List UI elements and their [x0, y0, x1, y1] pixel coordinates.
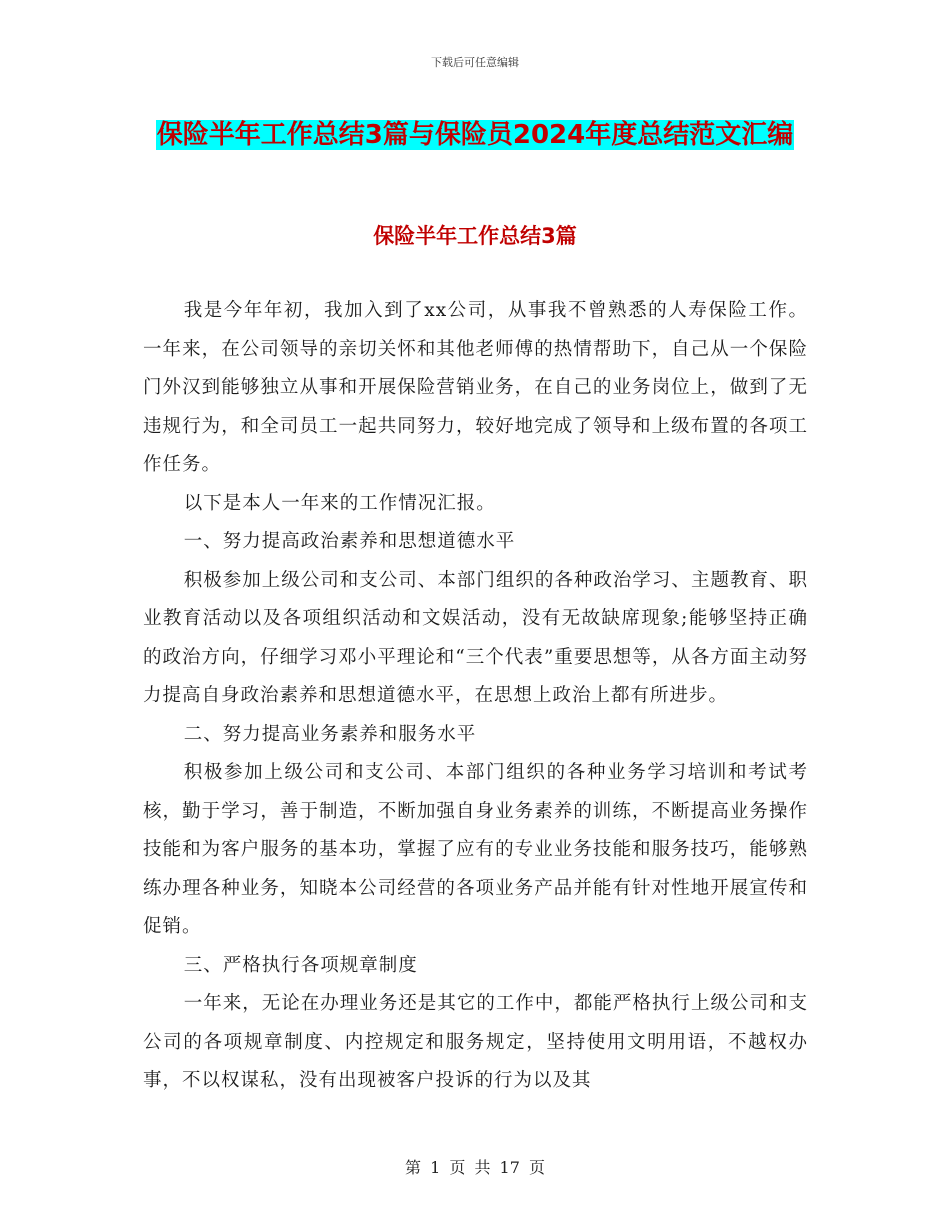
- body-text: [143, 292, 808, 1101]
- paragraph-intro: 我是今年年初，我加入到了xx公司，从事我不曾熟悉的人寿保险工作。一年来，在公司领导的亲切关怀和其他老师傅的热情帮助下，自己从一个保险门外汉到能够独立从事和开展保险营销业务，在自己的业务岗位上，做到了无违规行为，和全司员工一起共同努力，较好地完成了领导和上级布置的各项工作任务。: [143, 300, 808, 475]
- document-title: [140, 112, 810, 158]
- section-title: 保险半年工作总结3篇: [373, 224, 577, 248]
- heading-rules: 三、严格执行各项规章制度: [183, 954, 418, 976]
- paragraph-business: 积极参加上级公司和支公司、本部门组织的各种业务学习培训和考试考核，勤于学习，善于制造，不断加强自身业务素养的训练，不断提高业务操作技能和为客户服务的基本功，掌握了应有的专业业务技能和服务技巧，能够熟练办理各种业务，知晓本公司经营的各项业务产品并能有针对性地开展宣传和促销。: [143, 762, 808, 937]
- paragraph-politics: 积极参加上级公司和支公司、本部门组织的各种政治学习、主题教育、职业教育活动以及各项组织活动和文娱活动，没有无故缺席现象;能够坚持正确的政治方向，仔细学习邓小平理论和“三个代表”重要思想等，从各方面主动努力提高自身政治素养和思想道德水平，在思想上政治上都有所进步。: [143, 569, 808, 706]
- paragraph-rules: 一年来，无论在办理业务还是其它的工作中，都能严格执行上级公司和支公司的各项规章制度、内控规定和服务规定，坚持使用文明用语，不越权办事，不以权谋私，没有出现被客户投诉的行为以及其: [143, 993, 808, 1091]
- document-title-text: 保险半年工作总结3篇与保险员2024年度总结范文汇编: [156, 120, 794, 150]
- heading-business: 二、努力提高业务素养和服务水平: [183, 723, 477, 745]
- page-footer: 第 1 页 共 17 页: [405, 1158, 545, 1177]
- heading-politics: 一、努力提高政治素养和思想道德水平: [183, 531, 516, 552]
- paragraph-report-lead: 以下是本人一年来的工作情况汇报。: [183, 492, 496, 514]
- header-note: 下载后可任意编辑: [431, 56, 519, 69]
